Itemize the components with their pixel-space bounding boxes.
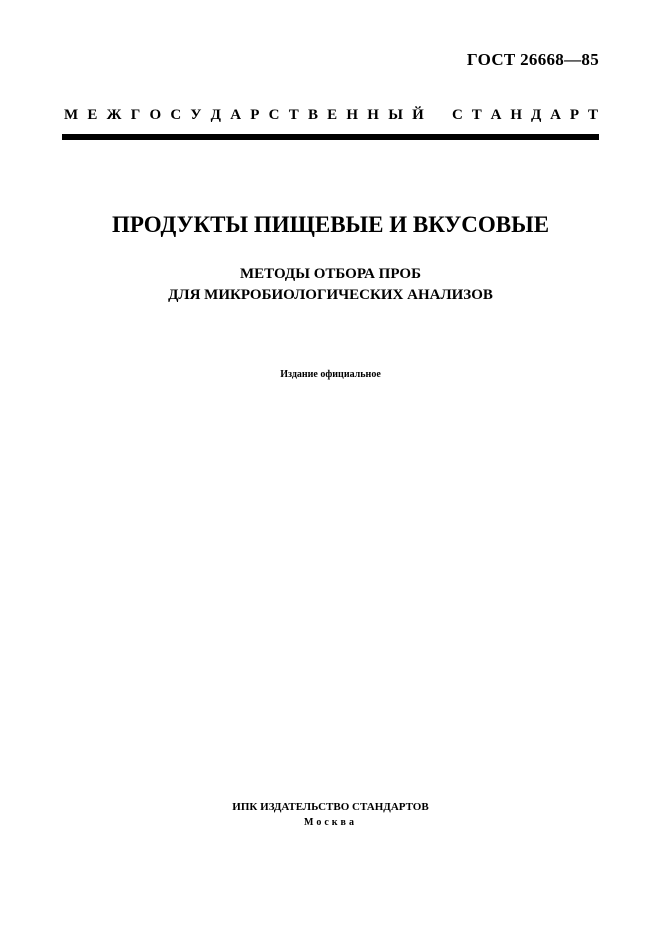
- spaced-letter: Ы: [388, 107, 403, 123]
- spaced-letter: В: [307, 107, 318, 123]
- standard-type-heading: [64, 107, 598, 124]
- publisher-city: Москва: [304, 817, 357, 828]
- standard-type-word-standard: [452, 107, 598, 124]
- publisher-name: ИПК ИЗДАТЕЛЬСТВО СТАНДАРТОВ: [232, 801, 429, 813]
- spaced-letter: Д: [530, 107, 542, 123]
- spaced-letter: Е: [87, 107, 98, 123]
- spaced-letter: Н: [510, 107, 523, 123]
- subtitle-line-2: ДЛЯ МИКРОБИОЛОГИЧЕСКИХ АНАЛИЗОВ: [168, 287, 493, 303]
- spaced-letter: А: [230, 107, 242, 123]
- spaced-letter: М: [64, 107, 79, 123]
- spaced-letter: Н: [367, 107, 379, 123]
- spaced-letter: Н: [346, 107, 359, 123]
- document-title: ПРОДУКТЫ ПИЩЕВЫЕ И ВКУСОВЫЕ: [111, 212, 550, 237]
- spaced-letter: Т: [587, 107, 598, 123]
- spaced-letter: Т: [288, 107, 299, 123]
- spaced-letter: У: [190, 107, 202, 123]
- spaced-letter: С: [170, 107, 182, 123]
- spaced-letter: Е: [327, 107, 338, 123]
- spaced-letter: Г: [130, 107, 141, 123]
- spaced-letter: Д: [210, 107, 221, 123]
- spaced-letter: С: [452, 107, 463, 123]
- spaced-letter: А: [550, 107, 561, 123]
- subtitle-line-1: МЕТОДЫ ОТБОРА ПРОБ: [240, 266, 421, 282]
- document-subtitle: [0, 264, 661, 306]
- spaced-letter: А: [490, 107, 502, 123]
- spaced-letter: Й: [412, 107, 424, 123]
- spaced-letter: С: [268, 107, 280, 123]
- spaced-letter: Р: [250, 107, 260, 123]
- standard-type-word-interstate: [64, 107, 424, 124]
- spaced-letter: Ж: [106, 107, 122, 123]
- spaced-letter: О: [149, 107, 162, 123]
- spaced-letter: Р: [569, 107, 580, 123]
- edition-note: Издание официальное: [280, 369, 381, 380]
- header-rule: [62, 134, 599, 140]
- spaced-letter: Т: [471, 107, 482, 123]
- document-number: ГОСТ 26668—85: [466, 50, 599, 69]
